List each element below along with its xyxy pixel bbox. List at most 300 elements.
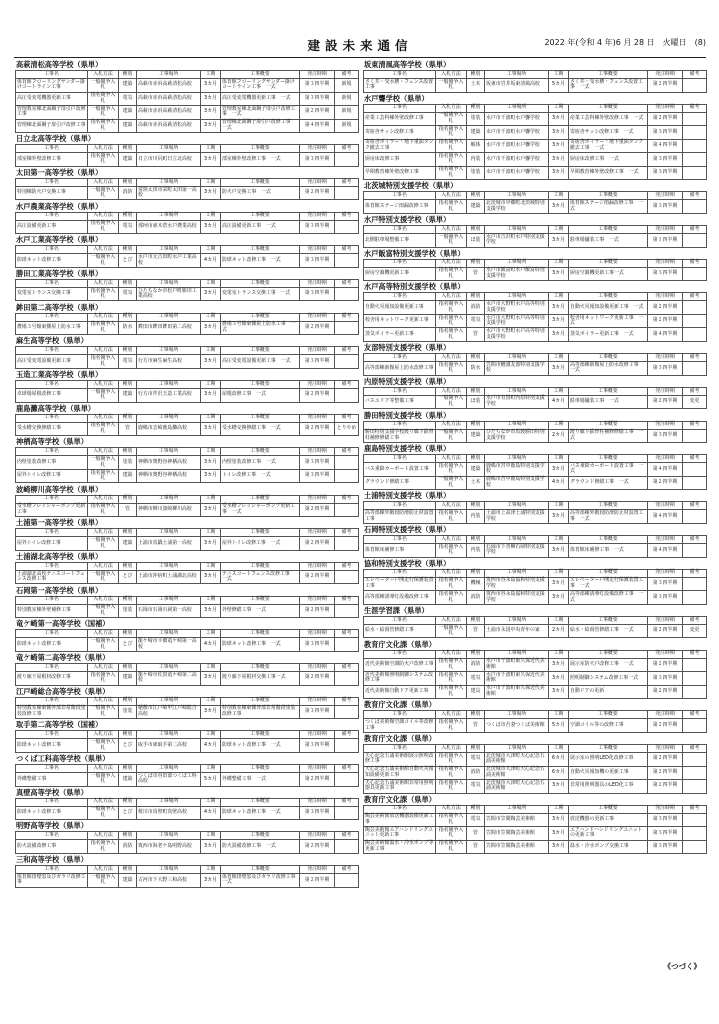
project-table [15,495,359,518]
school-section [363,181,706,214]
column-header: 発注時期 [300,246,335,254]
table-cell: 第２四半期 [648,301,683,315]
column-header: 工事概要 [569,455,648,463]
column-header: 入札方法 [88,145,119,153]
column-header: 工事場所 [137,866,201,874]
column-header: 工事場所 [137,495,201,503]
school-section [363,640,706,700]
column-header: 入札方法 [436,502,467,510]
table-cell [683,79,707,93]
column-header: 工期 [549,745,569,753]
school-section [15,485,358,518]
table-cell: 変電室トランス交換工事 一式 [221,287,300,301]
table-cell: 指名競争入札 [436,591,467,605]
table-cell: 第３四半期 [300,456,335,470]
table-header-row [364,293,707,301]
column-header: 工事場所 [485,650,549,658]
column-header: 備考 [335,381,359,389]
table-cell: 電気 [467,314,485,328]
table-cell: 水戸市吉沢町水戸特別支援学校 [485,234,549,248]
column-header: 備考 [683,455,707,463]
table-header-row [16,630,359,638]
table-cell: 早期教育棟外壁改修工事 [364,166,436,180]
table-cell: 第２四半期 [300,389,335,403]
table-cell: 建築 [119,106,137,120]
column-header: 工期 [201,798,221,806]
column-header: 種別 [467,502,485,510]
table-row [16,705,359,719]
table-cell: 3カ月 [549,267,569,281]
project-table [363,535,707,558]
table-header-row [16,246,359,254]
project-table [363,744,707,794]
table-cell: 第４四半期 [300,119,335,133]
column-header: 工事場所 [137,798,201,806]
column-header: 工事名 [16,448,88,456]
table-cell: 3カ月 [201,287,221,301]
table-cell: 3カ月 [549,658,569,672]
project-table [363,501,707,524]
table-cell: 4カ月 [201,254,221,268]
table-cell: 厨房床改修工事 一式 [569,153,648,167]
section-title: 教育庁文化課（県単） [364,794,436,804]
column-header: 入札方法 [88,765,119,773]
table-cell: 体育館床補修工事 一式 [569,544,648,558]
table-cell: 建築 [467,126,485,140]
table-cell: 空調コイル等の改修工事 [569,719,648,733]
column-header: 工事名 [364,650,436,658]
table-row [16,773,359,787]
column-header: 種別 [119,414,137,422]
table-cell: 3カ月 [549,234,569,248]
column-header: 工事場所 [485,745,549,753]
project-table [15,629,359,652]
right-column [363,60,706,855]
column-header: 工期 [201,381,221,389]
table-header-row [16,414,359,422]
table-cell: 3カ月 [549,314,569,328]
table-header-row [16,596,359,604]
table-cell: 指名競争入札 [436,577,467,591]
table-header-row [364,711,707,719]
column-header: 工事場所 [485,711,549,719]
section-title: 北茨城特別支援学校（県単） [364,181,458,191]
column-header: 発注時期 [300,414,335,422]
column-header: 工事場所 [137,630,201,638]
table-cell: 水戸市千波町水戸聾学校 [485,166,549,180]
table-row [364,314,707,328]
table-cell: テニスコートフェンス改修工事 一式 [221,570,300,584]
table-cell: 一般競争入札 [436,476,467,490]
column-header: 種別 [467,192,485,200]
table-cell [335,773,359,787]
project-table [15,663,359,686]
table-cell: 指名競争入札 [436,267,467,281]
table-cell: 第２四半期 [300,422,335,436]
section-title: 土浦湖北高等学校（県単） [16,551,103,561]
table-cell: 3カ月 [549,112,569,126]
column-header: 工事名 [16,414,88,422]
table-cell: 厨房床改修工事 [364,153,436,167]
table-cell: 第３四半期 [648,840,683,854]
column-header: 工期 [549,354,569,362]
table-row [364,813,707,827]
table-cell: 3カ月 [201,220,221,234]
section-title: 内原特別支援学校（県単） [364,376,451,386]
table-cell: 指名競争入札 [436,166,467,180]
table-cell: 建築 [467,463,485,477]
column-header: 工事名 [364,805,436,813]
table-cell: 土浦市上高津土浦特別支援学校 [485,510,549,524]
column-header: 発注時期 [648,226,683,234]
column-header: 工事場所 [485,259,549,267]
table-cell: 防球ネット改修工事 一式 [221,806,300,820]
table-cell: 土浦市真鍋土浦第一高校 [137,537,201,551]
table-cell: とび [119,638,137,652]
table-cell: 体育館床補修工事 [364,544,436,558]
table-cell: 一般競争入札 [436,395,467,409]
table-cell: 那珂市東木倉水戸農業高校 [137,220,201,234]
table-cell: 第３四半期 [300,469,335,483]
table-header-row [364,226,707,234]
table-cell: 水戸市元吉田町水戸工業高校 [137,254,201,268]
column-header: 工事概要 [221,529,300,537]
school-section [363,606,706,639]
project-table [15,798,359,821]
table-cell: 指名競争入札 [88,422,119,436]
table-cell: 3カ月 [549,166,569,180]
column-header: 工期 [201,71,221,79]
table-cell: 第４四半期 [648,328,683,342]
column-header: 工事名 [16,832,88,840]
column-header: 工期 [549,616,569,624]
column-header: 備考 [335,866,359,874]
column-header: 種別 [119,246,137,254]
table-cell: 北茨城市中郷町北茨城特別支援学校 [485,200,549,214]
table-cell: とび [119,570,137,584]
table-cell: 3カ月 [201,422,221,436]
column-header: 工事場所 [137,731,201,739]
table-cell: 第３四半期 [300,355,335,369]
table-cell: 管理棟北面鋼子扉引戸改修工事 [16,119,88,133]
table-cell: 第３四半期 [300,220,335,234]
table-cell: 水戸市千波町東久保近代美術館 [485,685,549,699]
column-header: 工事名 [16,145,88,153]
table-cell [683,112,707,126]
column-header: 工事概要 [569,387,648,395]
column-header: 工事概要 [221,562,300,570]
column-header: 備考 [335,246,359,254]
table-cell: 天心記念五浦美術館展示照明改修工事 [364,753,436,767]
column-header: 発注時期 [300,279,335,287]
column-header: 工事概要 [221,246,300,254]
table-cell: 特別教室棟外壁補修工事 [16,604,88,618]
table-cell: 駐車場舗装工事 一式 [569,234,648,248]
table-cell [683,544,707,558]
table-cell: 指名競争入札 [88,153,119,167]
table-cell: 防球ネット改修工事 一式 [221,739,300,753]
table-cell: 土浦市沖宿町土浦湖北高校 [137,570,201,584]
column-header: 種別 [119,596,137,604]
table-cell: 指名競争入札 [436,840,467,854]
table-header-row [364,616,707,624]
table-cell: 外構整備工事 [16,773,88,787]
column-header: 工事名 [16,313,88,321]
table-cell [683,463,707,477]
table-cell: 建築 [467,200,485,214]
table-cell: 高圧受変電設備更新工事 一式 [221,355,300,369]
table-cell: 部室棟外壁改修工事 一式 [221,153,300,167]
column-header: 工期 [549,104,569,112]
table-cell: 3カ月 [201,537,221,551]
column-header: 発注時期 [648,259,683,267]
column-header: 発注時期 [648,455,683,463]
section-title: 水戸工業高等学校（県単） [16,235,103,245]
table-row [16,422,359,436]
column-header: 備考 [683,616,707,624]
table-header-row [364,354,707,362]
table-row [16,119,359,133]
table-cell: 一般競争入札 [436,429,467,443]
column-header: 備考 [335,71,359,79]
column-header: 入札方法 [436,650,467,658]
column-header: 発注時期 [300,866,335,874]
school-section [363,377,706,410]
table-cell: 3カ月 [201,503,221,517]
column-header: 入札方法 [88,414,119,422]
table-cell: 電気 [119,287,137,301]
table-cell: バス乗降カーポート設置工事 一式 [569,463,648,477]
table-cell: 日立市川尻町日立北高校 [137,153,201,167]
column-header: 備考 [335,596,359,604]
section-title: 協和特別支援学校（県単） [364,558,451,568]
table-cell: 3カ月 [549,126,569,140]
column-header: 発注時期 [648,104,683,112]
table-cell: 第３四半期 [300,705,335,719]
column-header: 種別 [119,798,137,806]
table-cell: 3カ月 [549,577,569,591]
table-header-row [364,650,707,658]
table-cell: 指名競争入札 [436,719,467,733]
table-cell: グラウンド修繕工事 [364,476,436,490]
column-header: 工事概要 [221,664,300,672]
column-header: 工期 [201,313,221,321]
table-row [364,753,707,767]
section-title: 竜ケ崎第一高等学校（国補） [16,619,110,629]
column-header: 工事名 [16,562,88,570]
column-header: 入札方法 [436,387,467,395]
project-table [15,596,359,619]
table-cell: 塗装 [467,166,485,180]
column-header: 工事概要 [221,381,300,389]
table-cell: 塗装 [467,112,485,126]
table-cell: 高圧設備更新工事 一式 [221,220,300,234]
table-cell: 鹿嶋市宮中鹿島特別支援学校 [485,463,549,477]
table-cell: 6カ月 [549,766,569,780]
column-header: 工事概要 [221,630,300,638]
section-title: 土浦第一高等学校（県単） [16,518,103,528]
table-cell: 4カ月 [201,806,221,820]
table-row [16,355,359,369]
project-table [15,562,359,585]
table-cell [335,537,359,551]
section-title: つくば工科高等学校（県単） [16,754,110,764]
column-header: 工事概要 [569,192,648,200]
column-header: 工期 [549,226,569,234]
section-title: 明野高等学校（県単） [16,821,88,831]
column-header: 入札方法 [436,71,467,79]
table-row [16,874,359,888]
column-header: 工事名 [364,192,436,200]
column-header: 発注時期 [300,562,335,570]
table-cell: エレベーター戸開走行保護装置工事 一式 [569,577,648,591]
column-header: 工事場所 [485,71,549,79]
column-header: 工期 [201,212,221,220]
column-header: 入札方法 [436,616,467,624]
column-header: 備考 [335,178,359,186]
column-header: 工事名 [364,502,436,510]
project-table [15,764,359,787]
column-header: 発注時期 [300,178,335,186]
table-cell: 指名競争入札 [436,813,467,827]
table-cell: 放送機器の更新工事 [569,813,648,827]
table-cell: 指名競争入札 [436,362,467,376]
school-section [363,343,706,376]
table-cell: 卓球場屋根改修工事 [16,389,88,403]
table-cell: 鹿嶋市宮中鹿島特別支援学校 [485,476,549,490]
table-cell: 第２四半期 [300,874,335,888]
table-cell: ひたちなか市松戸町勝田工業高校 [137,287,201,301]
page-header [14,36,706,58]
project-table [15,212,359,235]
table-cell: 水戸市千波町水戸聾学校 [485,126,549,140]
school-section [15,518,358,551]
table-cell: 3カ月 [549,328,569,342]
column-header: 工事名 [364,745,436,753]
table-header-row [16,765,359,773]
table-cell: 第３四半期 [648,429,683,443]
table-cell: 管 [119,503,137,517]
newspaper-title: 建設未来通信 [307,38,413,53]
column-header: 工事名 [16,495,88,503]
column-header: 工事概要 [569,226,648,234]
column-header: 種別 [119,529,137,537]
table-cell: 一般競争入札 [88,186,119,200]
table-cell: 第２四半期 [648,112,683,126]
table-cell: 寄宿舎サッシ改修工事 [364,126,436,140]
column-header: 種別 [467,226,485,234]
column-header: 工事概要 [569,259,648,267]
table-cell: 受水槽フレッシャーポンプ更新工事 一式 [221,503,300,517]
table-cell: 3カ月 [201,604,221,618]
table-cell: 管 [467,267,485,281]
table-cell: 第４四半期 [648,510,683,524]
table-cell: 3カ月 [201,153,221,167]
table-cell: 3カ月 [549,827,569,841]
table-cell [335,456,359,470]
column-header: 工事概要 [221,731,300,739]
school-section [363,215,706,248]
column-header: 入札方法 [436,293,467,301]
project-table [363,454,707,490]
column-header: 種別 [119,495,137,503]
table-cell: 高等部棟新館屋上防水改修工事 [364,362,436,376]
column-header: 備考 [683,192,707,200]
column-header: 工事場所 [137,529,201,537]
column-header: 発注時期 [648,354,683,362]
column-header: 種別 [119,145,137,153]
project-table [363,616,707,639]
table-cell: 新規 [335,106,359,120]
table-cell: 水戸市千波町水戸聾学校 [485,153,549,167]
table-cell: 第２四半期 [300,672,335,686]
table-cell: 水戸市飯富町水戸飯富特別支援学校 [485,267,549,281]
table-row [16,92,359,106]
table-cell: 指名競争入札 [88,672,119,686]
table-cell: 建築 [119,153,137,167]
project-table [15,178,359,201]
table-cell: 寄宿舎サッシ改修工事 一式 [569,126,648,140]
table-cell: 高等部棟誘導灯設備改修工事 一式 [569,591,648,605]
column-header: 備考 [335,414,359,422]
project-table [363,805,707,855]
table-cell: 水戸市千波町東久保近代美術館 [485,672,549,686]
table-cell: 陶芸美術館放送機器設備更新工事 [364,813,436,827]
table-cell: 3カ月 [201,570,221,584]
column-header: 工事概要 [221,866,300,874]
table-cell: 渡り廊下屋根材交換工事一式 [221,672,300,686]
table-cell: 内壁塗装改修工事 一式 [221,456,300,470]
table-cell [335,321,359,335]
column-header: 工期 [201,731,221,739]
column-header: 工事名 [364,354,436,362]
column-header: 工事場所 [137,414,201,422]
table-cell: ほ装 [467,234,485,248]
column-header: 発注時期 [648,192,683,200]
column-header: 発注時期 [300,347,335,355]
table-cell: 第２四半期 [648,766,683,780]
table-row [364,429,707,443]
table-cell: 水戸市千波町水戸聾学校 [485,112,549,126]
table-cell: ほ装 [467,395,485,409]
table-header-row [16,178,359,186]
table-cell: 一般競争入札 [88,604,119,618]
column-header: 備考 [683,226,707,234]
table-cell: 3カ月 [201,389,221,403]
column-header: 工事名 [364,421,436,429]
column-header: 工事概要 [221,697,300,705]
table-header-row [364,421,707,429]
column-header: 種別 [467,259,485,267]
table-cell: 新規 [335,79,359,93]
table-cell: 第３四半期 [300,254,335,268]
table-cell: 防水 [119,321,137,335]
table-cell: 厨房空調機更新工事一式 [569,267,648,281]
column-header: 備考 [335,145,359,153]
section-title: 竜ケ崎第二高等学校（県単） [16,653,110,662]
table-cell: 指名競争入札 [436,200,467,214]
table-cell: 第２四半期 [300,321,335,335]
table-cell: 北茨城市大津町天心記念五浦美術館 [485,766,549,780]
column-header: 発注時期 [300,448,335,456]
column-header: 工事場所 [137,697,201,705]
column-header: 入札方法 [88,347,119,355]
table-cell: つくば市吾妻つくば美術館 [485,719,549,733]
table-cell: 一般競争入札 [88,456,119,470]
table-cell: 給水・給湯管修繕工事 一式 [569,624,648,638]
column-header: 工期 [201,866,221,874]
table-cell: 建築 [119,672,137,686]
